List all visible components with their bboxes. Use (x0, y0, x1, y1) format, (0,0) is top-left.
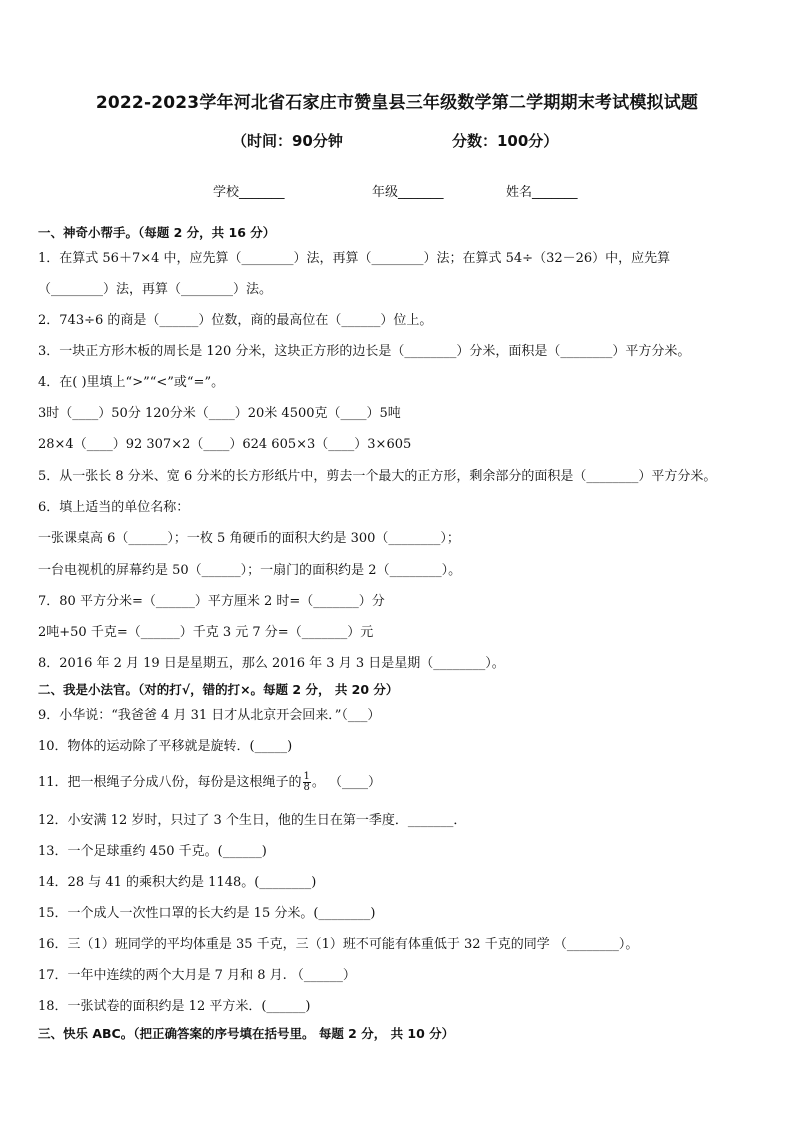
question-11-text: 11．把一根绳子分成八份，每份是这根绳子的 (38, 775, 302, 790)
grade-field: 年级_______ (372, 185, 444, 200)
question-6-row-2: 一台电视机的屏幕约是 50（______）；一扇门的面积约是 2（________）。 (38, 563, 462, 578)
question-4-row-1: 3时（____）50分 120分米（____）20米 4500克（____）5吨 (38, 406, 401, 421)
school-field: 学校_______ (213, 185, 285, 200)
question-4: 4．在( )里填上“>”“<”或“=”。 (38, 375, 225, 390)
question-11 (38, 772, 381, 793)
question-6: 6．填上适当的单位名称： (38, 500, 190, 515)
question-13: 13．一个足球重约 450 千克。(______) (38, 844, 267, 859)
question-7-row-2: 2吨+50 千克=（______）千克 3 元 7 分=（_______）元 (38, 625, 374, 640)
name-field: 姓名_______ (506, 185, 578, 200)
exam-time: （时间：90分钟 (232, 132, 343, 150)
question-18: 18．一张试卷的面积约是 12 平方米．(______) (38, 999, 311, 1014)
question-17: 17．一年中连续的两个大月是 7 月和 8 月. （______） (38, 968, 356, 983)
question-9: 9．小华说：“我爸爸 4 月 31 日才从北京开会回来．”（___） (38, 708, 381, 723)
question-12: 12．小安满 12 岁时，只过了 3 个生日，他的生日在第一季度．_______． (38, 813, 467, 828)
question-1-cont: （________）法，再算（________）法。 (38, 282, 273, 297)
fraction-denominator: 8 (303, 782, 310, 793)
question-11-answer: 。 （____） (311, 775, 382, 790)
exam-title: 2022-2023学年河北省石家庄市赞皇县三年级数学第二学期期末考试模拟试题 (95, 93, 699, 113)
question-6-row-1: 一张课桌高 6（______）；一枚 5 角硬币的面积大约是 300（________）； (38, 531, 460, 546)
exam-score: 分数：100分） (452, 132, 559, 150)
question-8: 8．2016 年 2 月 19 日是星期五，那么 2016 年 3 月 3 日是星期（________）。 (38, 656, 505, 671)
question-2: 2．743÷6 的商是（______）位数，商的最高位在（______）位上。 (38, 313, 433, 328)
question-10: 10．物体的运动除了平移就是旋转．(_____) (38, 739, 293, 754)
question-4-row-2: 28×4（____）92 307×2（____）624 605×3（____）3×605 (38, 437, 412, 452)
fraction-numerator: 1 (303, 771, 310, 782)
question-16: 16．三（1）班同学的平均体重是 35 千克，三（1）班不可能有体重低于 32 千克的同学 （________）。 (38, 937, 639, 952)
question-7-row-1: 7．80 平方分米=（______）平方厘米 2 时=（_______）分 (38, 594, 385, 609)
section-1-heading: 一、神奇小帮手。（每题 2 分，共 16 分） (38, 225, 276, 240)
section-2-heading: 二、我是小法官。（对的打√，错的打×。每题 2 分， 共 20 分） (38, 682, 399, 697)
question-15: 15．一个成人一次性口罩的长大约是 15 分米。(________) (38, 906, 376, 921)
question-1: 1．在算式 56＋7×4 中，应先算（________）法，再算（________）法；在算式 54÷（32－26）中，应先算 (38, 251, 671, 266)
question-3: 3．一块正方形木板的周长是 120 分米，这块正方形的边长是（________）分米，面积是（________）平方分米。 (38, 344, 691, 359)
fraction-one-eighth (303, 772, 311, 793)
section-3-heading: 三、快乐 ABC。（把正确答案的序号填在括号里。 每题 2 分， 共 10 分） (38, 1026, 455, 1041)
question-14: 14．28 与 41 的乘积大约是 1148。(________) (38, 875, 317, 890)
question-5: 5．从一张长 8 分米、宽 6 分米的长方形纸片中，剪去一个最大的正方形，剩余部分的面积是（________）平方分米。 (38, 469, 717, 484)
